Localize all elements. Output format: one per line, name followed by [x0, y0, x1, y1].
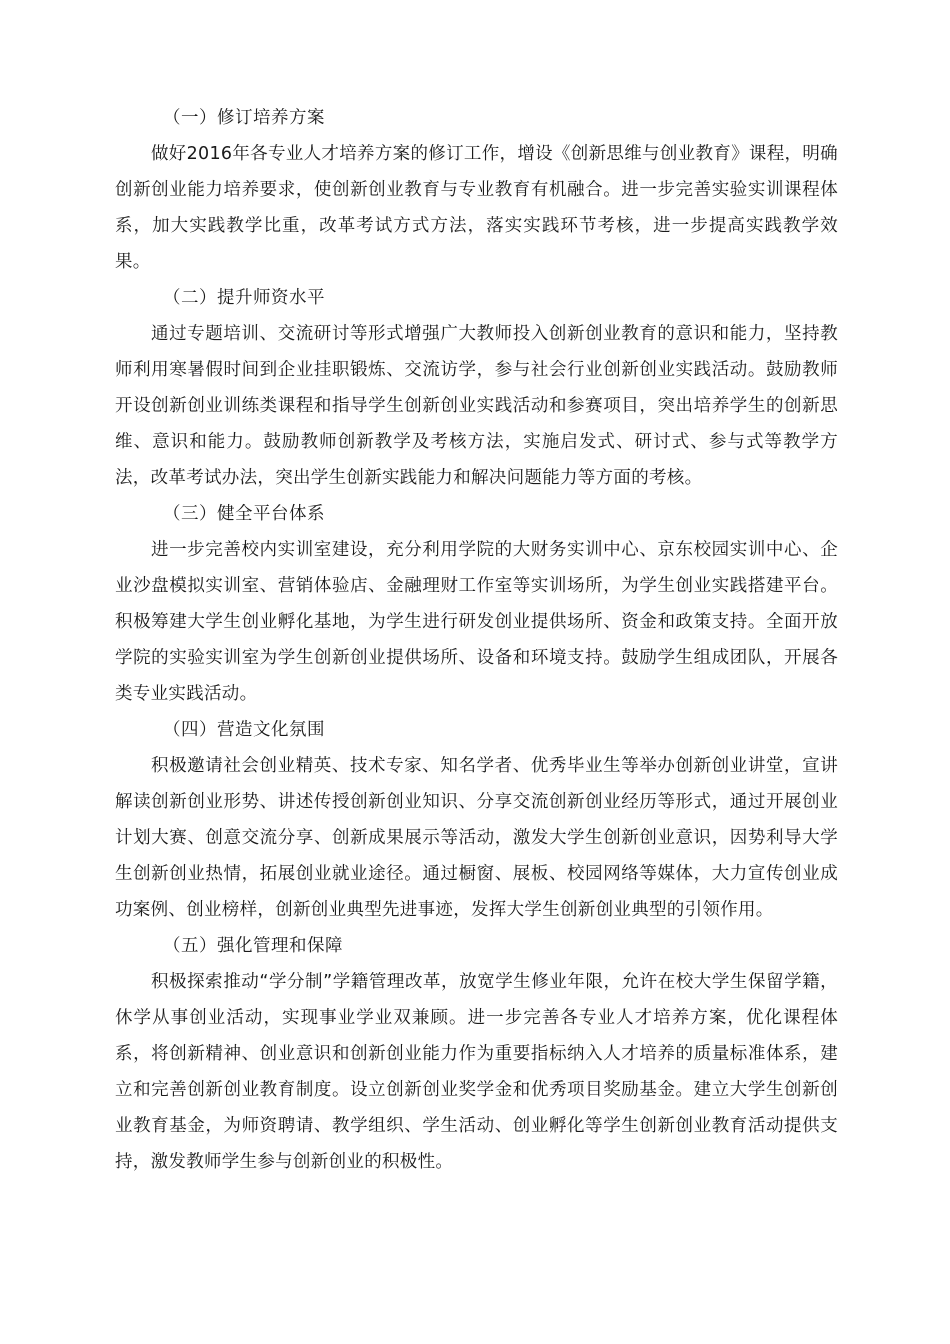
section-body-1: 做好2016年各专业人才培养方案的修订工作，增设《创新思维与创业教育》课程，明确创新创业能力培养要求，使创新创业教育与专业教育有机融合。进一步完善实验实训课程体系，加大实践教学比重，改革考试方式方法，落实实践环节考核，进一步提高实践教学效果。 [115, 144, 838, 272]
section-heading-2: （二）提升师资水平 [163, 288, 325, 308]
section-body-3: 进一步完善校内实训室建设，充分利用学院的大财务实训中心、京东校园实训中心、企业沙盘模拟实训室、营销体验店、金融理财工作室等实训场所，为学生创业实践搭建平台。积极筹建大学生创业孵化基地，为学生进行研发创业提供场所、资金和政策支持。全面开放学院的实验实训室为学生创新创业提供场所、设备和环境支持。鼓励学生组成团队，开展各类专业实践活动。 [115, 540, 838, 704]
section-body-4: 积极邀请社会创业精英、技术专家、知名学者、优秀毕业生等举办创新创业讲堂，宣讲解读创新创业形势、讲述传授创新创业知识、分享交流创新创业经历等形式，通过开展创业计划大赛、创意交流分享、创新成果展示等活动，激发大学生创新创业意识，因势利导大学生创新创业热情，拓展创业就业途径。通过橱窗、展板、校园网络等媒体，大力宣传创业成功案例、创业榜样，创新创业典型先进事迹，发挥大学生创新创业典型的引领作用。 [115, 756, 838, 920]
section-heading-1: （一）修订培养方案 [163, 108, 325, 128]
section-heading-3: （三）健全平台体系 [163, 504, 325, 524]
section-body-5: 积极探索推动“学分制”学籍管理改革，放宽学生修业年限，允许在校大学生保留学籍，休学从事创业活动，实现事业学业双兼顾。进一步完善各专业人才培养方案，优化课程体系，将创新精神、创业意识和创新创业能力作为重要指标纳入人才培养的质量标准体系，建立和完善创新创业教育制度。设立创新创业奖学金和优秀项目奖励基金。建立大学生创新创业教育基金，为师资聘请、教学组织、学生活动、创业孵化等学生创新创业教育活动提供支持，激发教师学生参与创新创业的积极性。 [115, 972, 838, 1172]
section-body-2: 通过专题培训、交流研讨等形式增强广大教师投入创新创业教育的意识和能力，坚持教师利用寒暑假时间到企业挂职锻炼、交流访学，参与社会行业创新创业实践活动。鼓励教师开设创新创业训练类课程和指导学生创新创业实践活动和参赛项目，突出培养学生的创新思维、意识和能力。鼓励教师创新教学及考核方法，实施启发式、研讨式、参与式等教学方法，改革考试办法，突出学生创新实践能力和解决问题能力等方面的考核。 [115, 324, 838, 488]
section-heading-5: （五）强化管理和保障 [163, 936, 343, 956]
section-heading-4: （四）营造文化氛围 [163, 720, 325, 740]
